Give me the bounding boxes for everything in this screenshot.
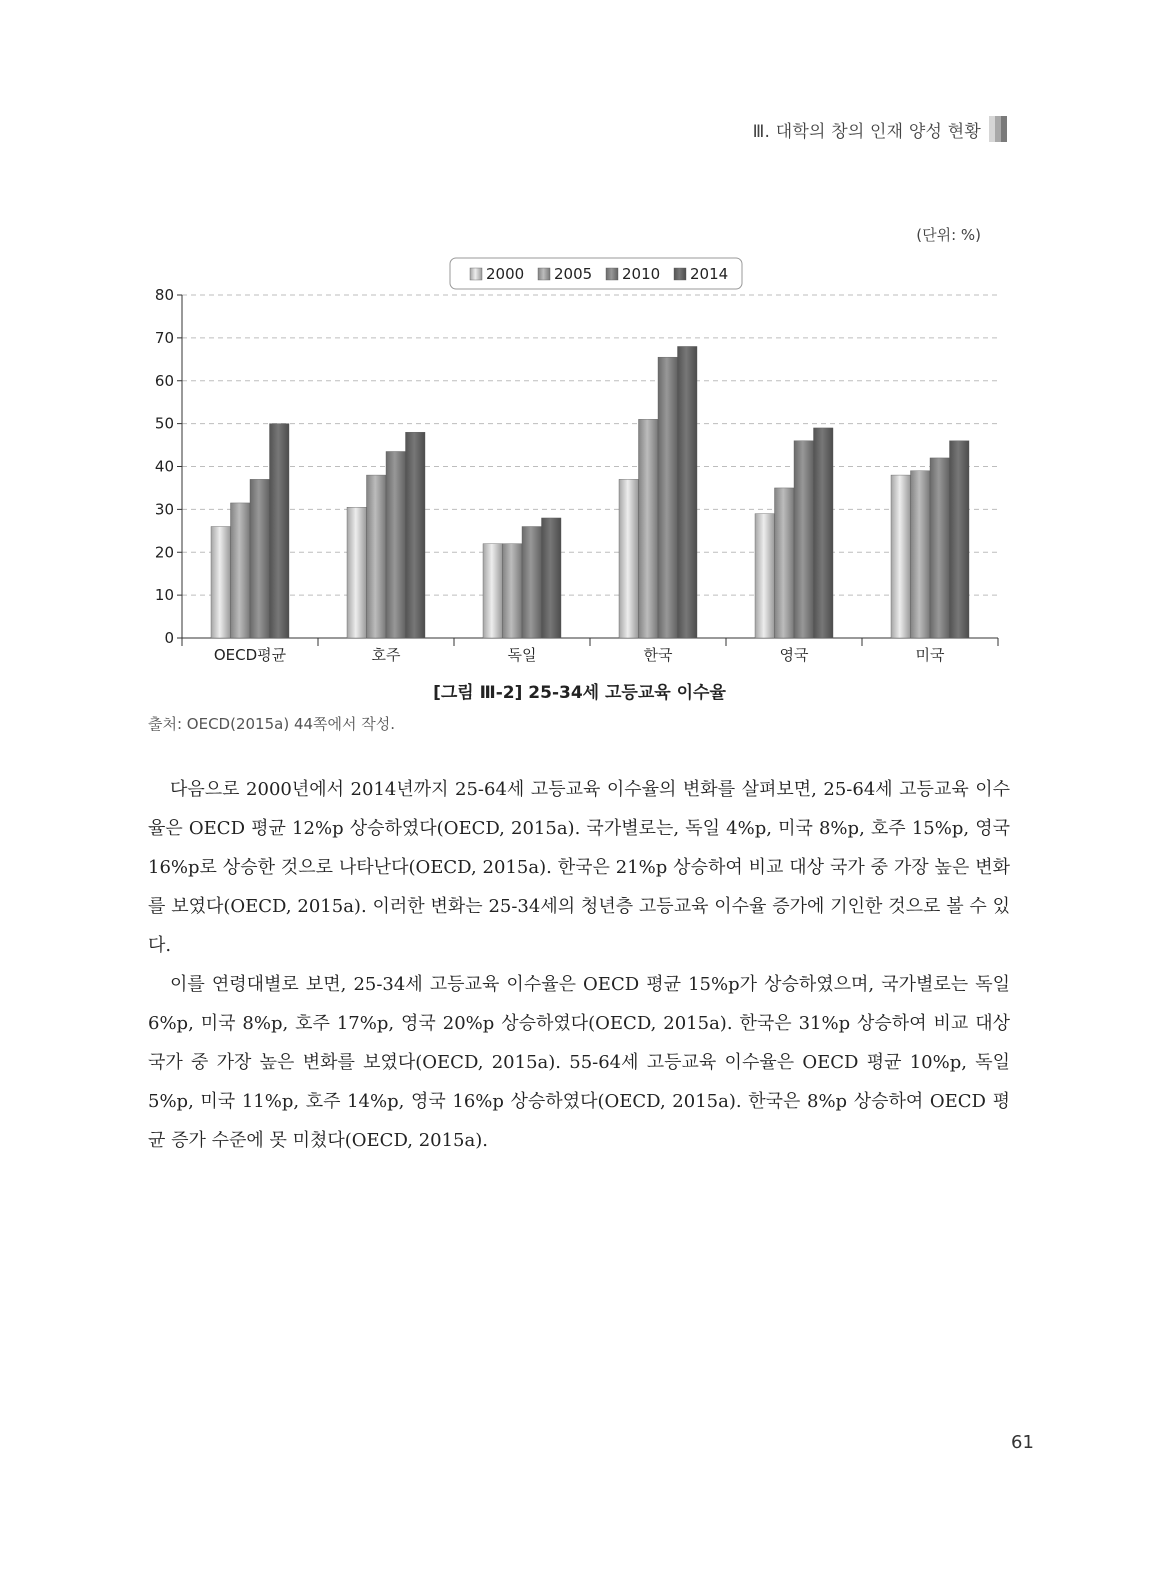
bar-2005 [503,544,523,638]
bar-2010 [930,458,950,638]
body-text [148,770,1010,1160]
section-mark-icon [989,116,1007,142]
running-header [753,116,1007,142]
y-tick-label: 80 [154,286,174,304]
legend-label: 2014 [690,265,729,283]
y-tick-label: 20 [154,543,174,562]
x-tick-label: 영국 [779,646,809,664]
bar-2010 [794,441,814,638]
bar-2000 [619,479,639,638]
bar-2010 [386,451,406,638]
bar-2005 [639,419,659,638]
bar-2014 [950,441,970,638]
figure-caption: [그림 Ⅲ-2] 25-34세 고등교육 이수율 [433,683,726,703]
y-tick-label: 50 [154,414,174,433]
y-tick-label: 40 [154,457,174,476]
legend-label: 2005 [554,265,593,283]
x-tick-label: 독일 [507,646,537,664]
bar-2014 [270,424,290,638]
legend-label: 2010 [622,265,661,283]
y-tick-label: 30 [154,500,174,519]
section-mark-dark [1001,116,1007,142]
bar-2014 [814,428,834,638]
legend-swatch [674,268,686,280]
bar-2000 [891,475,911,638]
figure-source: 출처: OECD(2015a) 44쪽에서 작성. [148,715,396,733]
paragraph: 다음으로 2000년에서 2014년까지 25-64세 고등교육 이수율의 변화를 살펴보면, 25-64세 고등교육 이수율은 OECD 평균 12%p 상승하였다(OECD, 2015a). 국가별로는, 독일 4%p, 미국 8%p, 호주 15%p, 영국 16%p로 상승한 것으로 나타난다(OECD, 2015a). 한국은 21%p 상승하여 비교 대상 국가 중 가장 높은 변화를 보였다(OECD, 2015a). 이러한 변화는 25-34세의 청년층 고등교육 이수율 증가에 기인한 것으로 볼 수 있다. [148,779,1010,956]
legend-swatch [538,268,550,280]
page-number: 61 [1011,1432,1034,1453]
bar-2010 [250,479,270,638]
legend-label: 2000 [486,265,525,283]
bar-2005 [231,503,251,638]
bar-chart [140,255,1010,665]
bar-2000 [211,527,231,638]
bar-2005 [911,471,931,638]
unit-note: (단위: %) [916,226,981,244]
running-title: Ⅲ. 대학의 창의 인재 양성 현황 [752,121,981,142]
legend-swatch [606,268,618,280]
y-tick-label: 70 [154,328,174,347]
x-tick-label: 한국 [643,646,673,664]
bar-2005 [775,488,795,638]
bar-2014 [542,518,562,638]
x-tick-label: OECD평균 [213,646,287,664]
x-tick-label: 미국 [915,646,945,664]
bar-2010 [522,527,542,638]
bar-2000 [483,544,503,638]
legend-swatch [470,268,482,280]
y-tick-label: 60 [154,371,174,390]
bar-2005 [367,475,387,638]
y-tick-label: 10 [154,586,174,605]
bar-2014 [678,346,698,638]
bar-2010 [658,357,678,638]
paragraph: 이를 연령대별로 보면, 25-34세 고등교육 이수율은 OECD 평균 15%p가 상승하였으며, 국가별로는 독일 6%p, 미국 8%p, 호주 17%p, 영국 20%p 상승하였다(OECD, 2015a). 한국은 31%p 상승하여 비교 대상 국가 중 가장 높은 변화를 보였다(OECD, 2015a). 55-64세 고등교육 이수율은 OECD 평균 10%p, 독일 5%p, 미국 11%p, 호주 14%p, 영국 16%p 상승하였다(OECD, 2015a). 한국은 8%p 상승하여 OECD 평균 증가 수준에 못 미쳤다(OECD, 2015a). [148,974,1010,1151]
y-tick-label: 0 [164,629,174,647]
bar-2014 [406,432,426,638]
bar-2000 [755,514,775,638]
bar-2000 [347,507,367,638]
x-tick-label: 호주 [371,646,401,664]
